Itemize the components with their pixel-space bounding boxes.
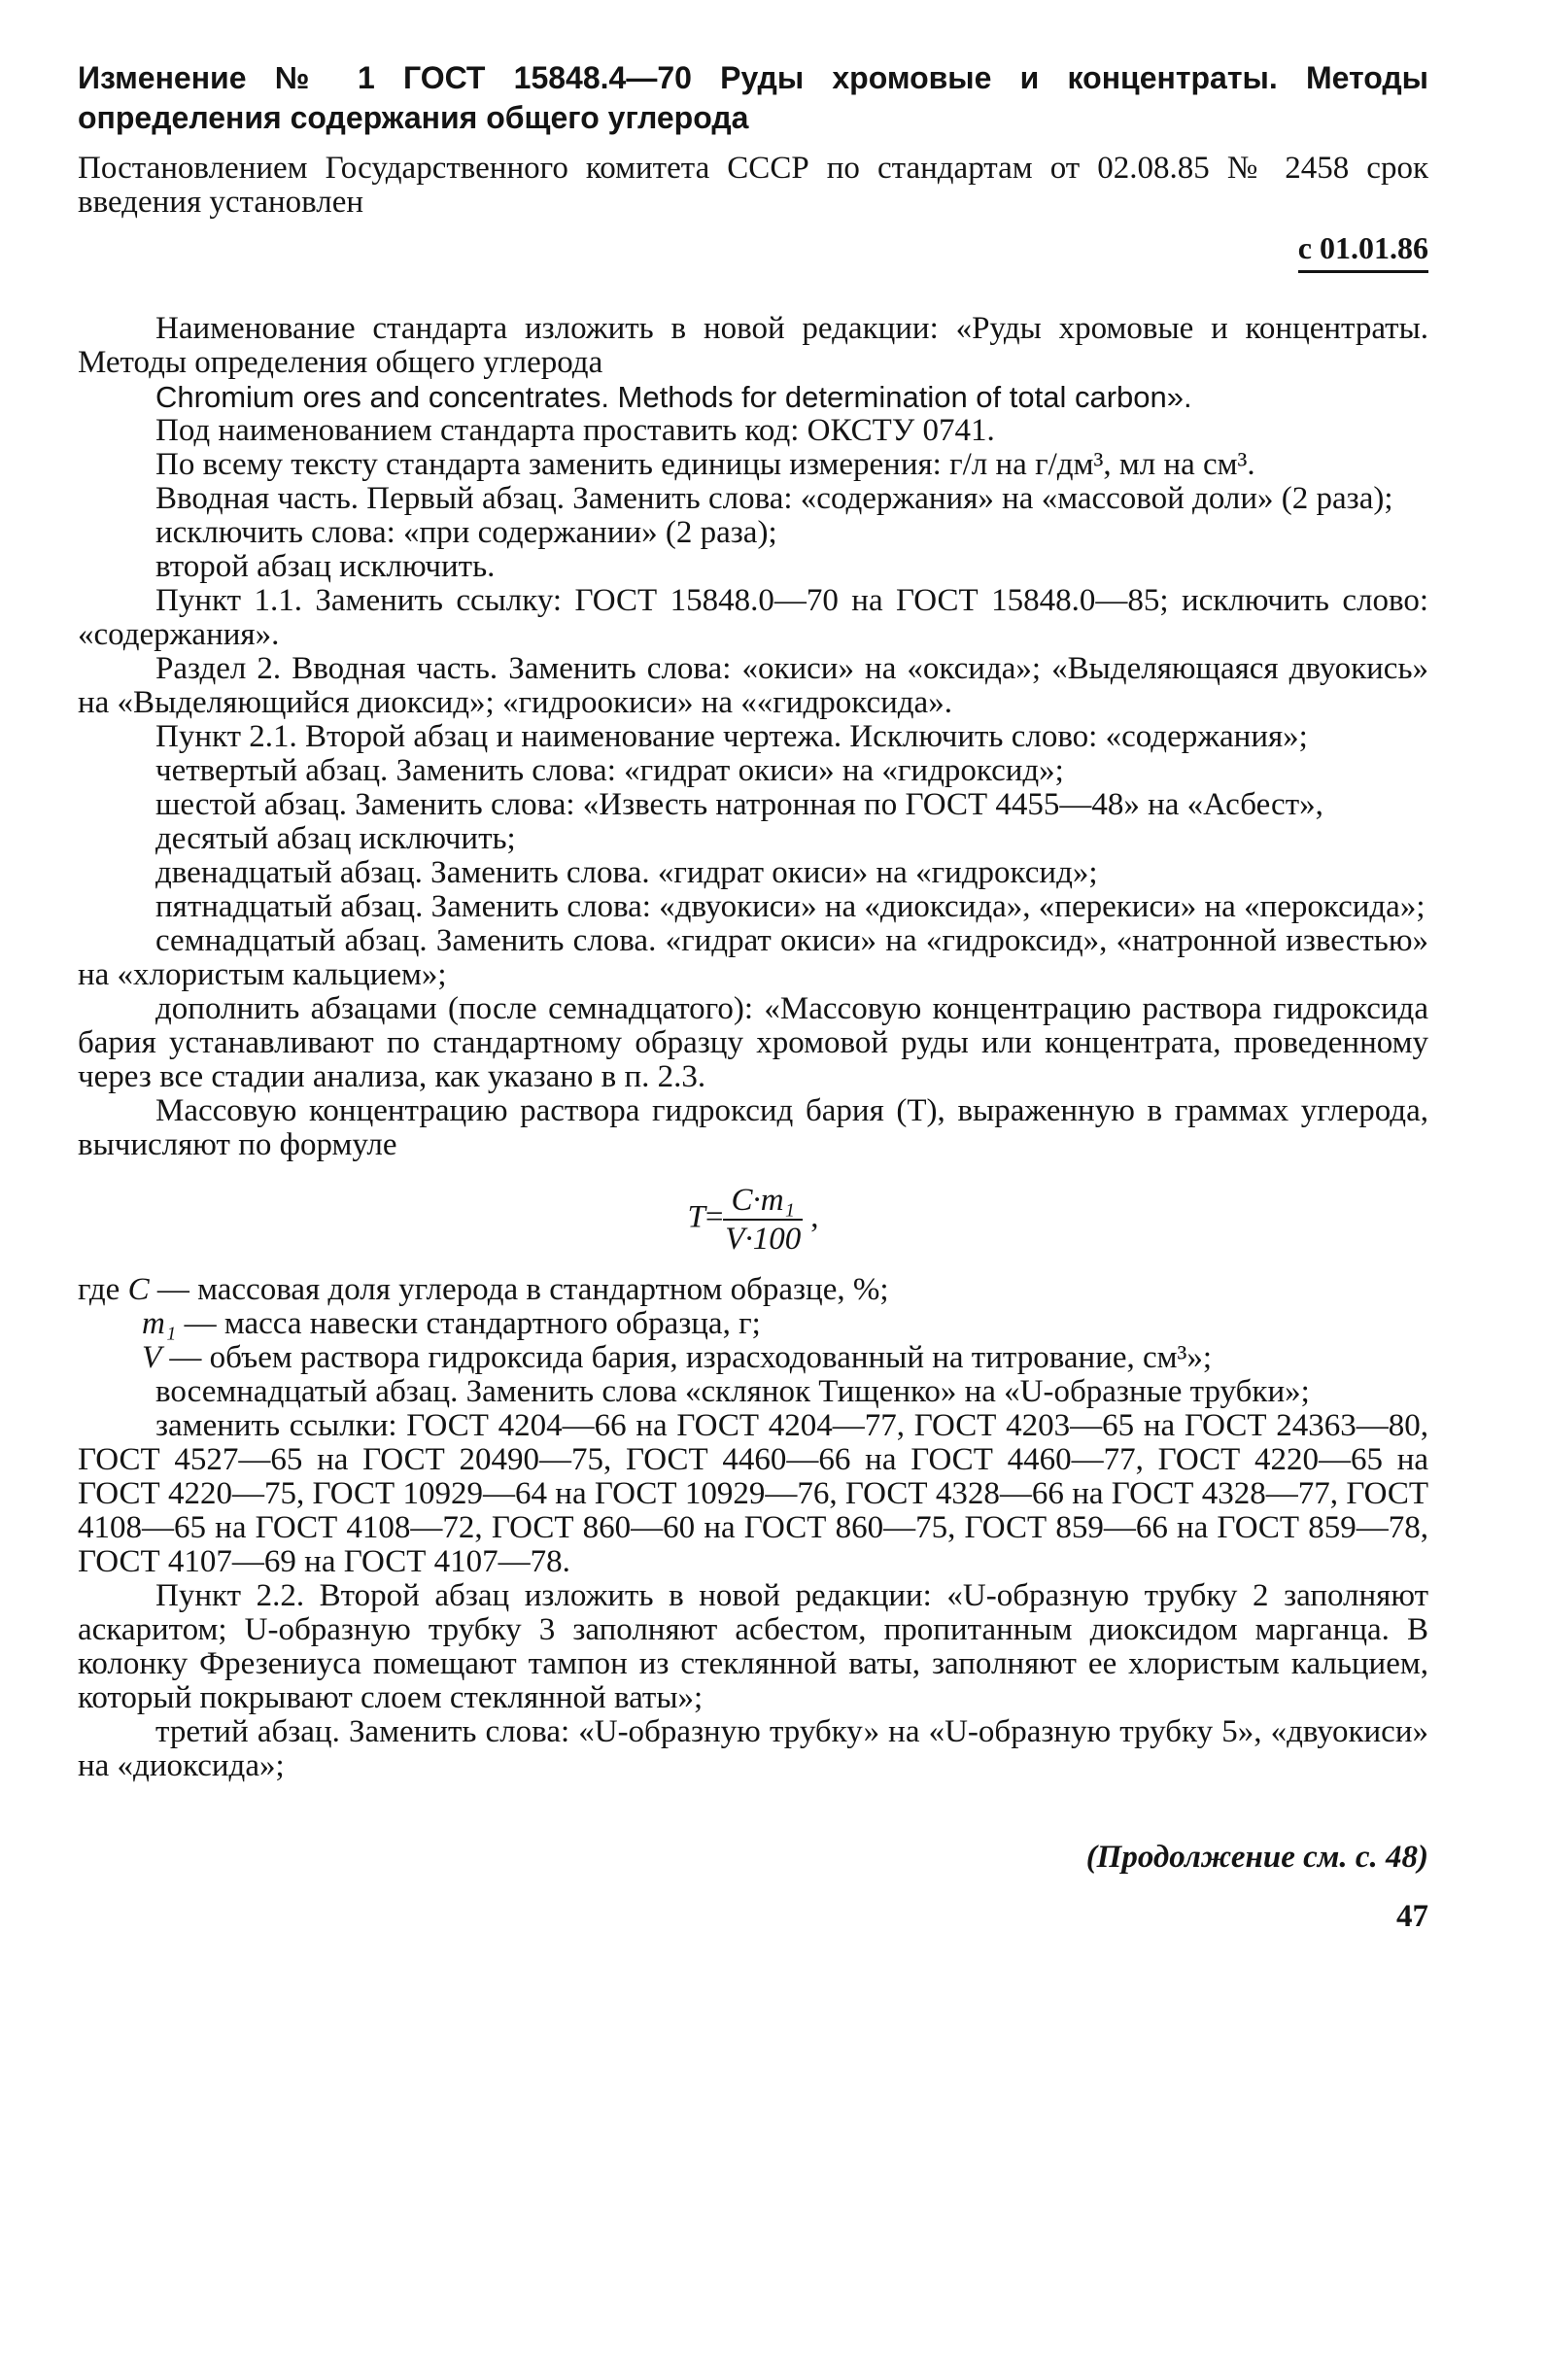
formula-equals: = [704,1199,724,1235]
paragraph: Пункт 1.1. Заменить ссылку: ГОСТ 15848.0—70 на ГОСТ 15848.0—85; исключить слово: «содержания». [78,583,1428,652]
paragraph: третий абзац. Заменить слова: «U-образную трубку» на «U-образную трубку 5», «двуокиси» на «диоксида»; [78,1714,1428,1783]
paragraph: шестой абзац. Заменить слова: «Известь натронная по ГОСТ 4455—48» на «Асбест», [155,787,1323,822]
document-page [78,58,1428,1935]
definition-v [78,1341,1428,1375]
paragraph: дополнить абзацами (после семнадцатого): «Массовую концентрацию раствора гидроксида бария устанавливают по стандартному образцу хромовой руды или концентрата, проведенному через все стадии анализа, как указано в п. 2.3. [78,991,1428,1094]
paragraph-english-title: Chromium ores and concentrates. Methods for determination of total carbon». [155,380,1192,414]
definition-c [78,1273,1428,1307]
effective-date-wrap [78,227,1428,273]
paragraph: Пункт 2.1. Второй абзац и наименование чертежа. Исключить слово: «содержания»; [155,719,1308,754]
definition-symbol: C [127,1272,150,1307]
paragraph: четвертый абзац. Заменить слова: «гидрат окиси» на «гидроксид»; [155,753,1064,788]
effective-date: с 01.01.86 [1298,227,1428,273]
definition-m1 [78,1307,1428,1341]
paragraph: двенадцатый абзац. Заменить слова. «гидрат окиси» на «гидроксид»; [155,855,1098,890]
paragraph: заменить ссылки: ГОСТ 4204—66 на ГОСТ 4204—77, ГОСТ 4203—65 на ГОСТ 24363—80, ГОСТ 4527—65 на ГОСТ 20490—75, ГОСТ 4460—66 на ГОСТ 4460—77, ГОСТ 4220—65 на ГОСТ 4220—75, ГОСТ 10929—64 на ГОСТ 10929—76, ГОСТ 4328—66 на ГОСТ 4328—77, ГОСТ 4108—65 на ГОСТ 4108—72, ГОСТ 860—60 на ГОСТ 860—75, ГОСТ 859—66 на ГОСТ 859—78, ГОСТ 4107—69 на ГОСТ 4107—78. [78,1408,1428,1579]
page-number: 47 [1396,1899,1428,1934]
paragraph: Под наименованием стандарта проставить код: ОКСТУ 0741. [155,413,995,448]
paragraph: Раздел 2. Вводная часть. Заменить слова: «окиси» на «оксида»; «Выделяющаяся двуокись» на «Выделяющийся диоксид»; «гидроокиси» на ««гидроксида». [78,651,1428,720]
amendment-body [78,312,1428,1783]
paragraph: пятнадцатый абзац. Заменить слова: «двуокиси» на «диоксида», «перекиси» на «пероксида»; [155,889,1426,924]
amendment-title: Изменение № 1 ГОСТ 15848.4—70 Руды хромовые и концентраты. Методы определения содержания общего углерода [78,60,1428,135]
definition-text: — массовая доля углерода в стандартном образце, %; [156,1272,889,1307]
paragraph: Пункт 2.2. Второй абзац изложить в новой редакции: «U-образную трубку 2 заполняют аскаритом; U-образную трубку 3 заполняют асбестом, пропитанным диоксидом марганца. В колонку Фрезениуса помещают тампон из стеклянной ваты, заполняют ее хлористым кальцием, который покрывают слоем стеклянной ваты»; [78,1578,1428,1715]
paragraph: Наименование стандарта изложить в новой редакции: «Руды хромовые и концентраты. Методы определения общего углерода [78,311,1428,380]
definition-lead: где [78,1272,128,1307]
paragraph: второй абзац исключить. [155,549,496,584]
formula-fraction [723,1182,803,1258]
formula-numerator: C·m₁ [723,1182,803,1221]
paragraph: десятый абзац исключить; [155,821,516,856]
formula-lhs: T [687,1199,705,1235]
definition-text: — объем раствора гидроксида бария, израсходованный на титрование, см³»; [169,1340,1213,1375]
definition-symbol: m₁ [142,1306,177,1341]
paragraph: По всему тексту стандарта заменить единицы измерения: г/л на г/дм³, мл на см³. [155,447,1255,482]
paragraph: Массовую концентрацию раствора гидроксид бария (Т), выраженную в граммах углерода, вычисляют по формуле [78,1093,1428,1162]
formula-tail: , [810,1199,819,1235]
continuation-note: (Продолжение см. с. 48) [1085,1840,1428,1875]
paragraph: Вводная часть. Первый абзац. Заменить слова: «содержания» на «массовой доли» (2 раза); [155,481,1393,516]
paragraph: восемнадцатый абзац. Заменить слова «склянок Тищенко» на «U-образные трубки»; [155,1374,1310,1409]
paragraph: исключить слова: «при содержании» (2 раза); [155,515,777,550]
decree-text: Постановлением Государственного комитета СССР по стандартам от 02.08.85 № 2458 срок введения установлен [78,151,1428,220]
formula [78,1182,1428,1258]
definition-symbol: V [142,1340,162,1375]
definition-text: — масса навески стандартного образца, г; [184,1306,761,1341]
formula-denominator: V·100 [725,1222,802,1257]
paragraph: семнадцатый абзац. Заменить слова. «гидрат окиси» на «гидроксид», «натронной известью» на «хлористым кальцием»; [78,923,1428,992]
